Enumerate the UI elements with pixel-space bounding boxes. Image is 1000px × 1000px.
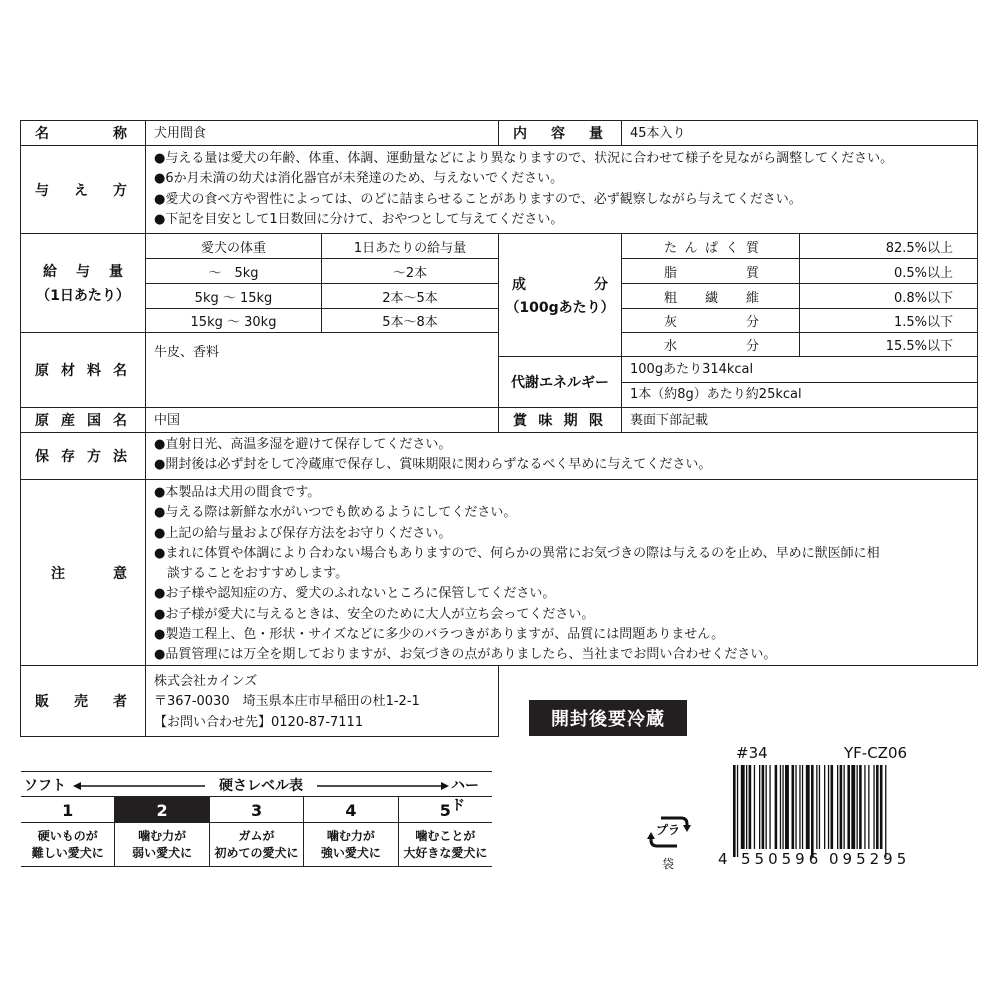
name-value: 犬用間食: [145, 120, 499, 146]
barcode-bar: [844, 765, 845, 849]
barcode-bar: [824, 765, 825, 849]
barcode-bar: [864, 765, 865, 849]
refrigerate-badge: 開封後要冷蔵: [529, 700, 687, 736]
seller-text: [145, 665, 499, 737]
hardness-header: [21, 771, 492, 814]
composition-name: [621, 283, 800, 309]
content-label: [498, 120, 622, 146]
seller-label-char: 販: [35, 694, 49, 710]
hardness-level-3: 3: [210, 797, 304, 823]
barcode-bar: [857, 765, 858, 849]
composition-value: 1.5%以下: [799, 308, 978, 333]
composition-name: [621, 258, 800, 284]
feeding-text: [145, 145, 978, 234]
barcode-bar: [799, 765, 800, 849]
feeding-line: ●与える量は愛犬の年齢、体重、体調、運動量などにより異なりますので、状況に合わせて様子を見ながら調整してください。: [154, 151, 894, 166]
hardness-desc: [399, 823, 492, 866]
storage-label-char: 法: [113, 449, 127, 465]
barcode-bar: [885, 765, 886, 857]
hardness-desc-line: 硬いものが: [37, 828, 98, 843]
origin-label: [20, 407, 146, 433]
barcode-bar: [840, 765, 843, 849]
ingredients-label-char: 原: [35, 363, 49, 379]
composition-name-char: 維: [745, 290, 759, 306]
storage-line: ●直射日光、高温多湿を避けて保存してください。: [154, 437, 452, 452]
caution-line: ●品質管理には万全を期しておりますが、お気づきの点がありましたら、当社までお問い合わせください。: [154, 647, 777, 663]
hardness-desc-line: 噛むことが: [415, 828, 476, 843]
barcode-bar: [831, 765, 834, 849]
composition-name-char: ぱ: [704, 240, 718, 256]
origin-label-char: 名: [113, 413, 127, 429]
hardness-desc-line: 初めての愛犬に: [214, 845, 299, 860]
amount-label-char: 量: [109, 264, 123, 280]
barcode-bar: [782, 765, 783, 849]
caution-line: ●お子様が愛犬に与えるときは、安全のために大人が立ち会ってください。: [154, 606, 595, 622]
composition-name-char: ん: [684, 240, 698, 256]
ingredients-label-char: 料: [87, 363, 101, 379]
barcode-bar: [873, 765, 874, 849]
origin-label-char: 原: [35, 413, 49, 429]
barcode-bar: [733, 765, 736, 857]
caution-line: ●製造工程上、色・形状・サイズなどに多少のバラつきがありますが、品質には問題ありません。: [154, 627, 725, 643]
barcode-bar: [737, 765, 738, 857]
storage-line: ●開封後は必ず封をして冷蔵庫で保存し、賞味期限に関わらずなるべく早めに与えてください。: [154, 457, 712, 473]
barcode-bar: [828, 765, 829, 849]
hardness-desc-line: 大好きな愛犬に: [403, 845, 488, 860]
hardness-descriptions: [21, 822, 492, 867]
composition-name-char: 脂: [664, 265, 678, 281]
composition-value: 82.5%以上: [799, 233, 978, 259]
storage-label-char: 保: [35, 449, 49, 465]
origin-label-char: 産: [61, 413, 75, 429]
item-code: #34: [736, 744, 768, 762]
composition-name: [621, 233, 800, 259]
storage-label-char: 存: [61, 449, 75, 465]
barcode-bar: [746, 765, 747, 849]
barcode-first-digit: 4: [718, 850, 729, 868]
content-label-char: 量: [589, 126, 603, 142]
expiry-value: 裏面下部記載: [621, 407, 978, 433]
feeding-label: [20, 145, 146, 234]
caution-line: ●お子様や認知症の方、愛犬のふれないところに保管してください。: [154, 586, 556, 602]
barcode-bar: [837, 765, 838, 849]
composition-label-char: 分: [594, 276, 608, 293]
seller-address: 〒367-0030 埼玉県本庄市早稲田の杜1-2-1: [154, 694, 420, 710]
caution-label-char: 意: [113, 565, 127, 582]
name-label: [20, 120, 146, 146]
arrow-right-icon: [317, 782, 449, 790]
storage-label: [20, 432, 146, 480]
caution-line: ●上記の給与量および保存方法をお守りください。: [154, 525, 452, 541]
amount-label-sub: （1日あたり）: [36, 288, 130, 304]
origin-value: 中国: [145, 407, 499, 433]
product-code: YF-CZ06: [844, 744, 908, 762]
composition-value: 15.5%以下: [799, 332, 978, 357]
seller-label-char: 売: [74, 694, 88, 710]
ingredients-value: 牛皮、香料: [145, 332, 499, 408]
amount-label: [20, 233, 146, 333]
seller-label: [20, 665, 146, 737]
ingredients-label: [20, 332, 146, 408]
barcode-bar: [769, 765, 770, 849]
barcode-icon: [733, 765, 923, 857]
composition-value: 0.5%以上: [799, 258, 978, 284]
amount-weight: 15kg ～ 30kg: [145, 308, 322, 333]
hardness-desc: [210, 823, 304, 866]
barcode-bar: [802, 765, 803, 849]
origin-label-char: 国: [87, 413, 101, 429]
composition-label: [498, 233, 622, 357]
arrow-left-icon: [73, 782, 205, 790]
caution-line: ●与える際は新鮮な水がいつでも飲めるようにしてください。: [154, 505, 517, 521]
recycle-material: 袋: [662, 857, 675, 871]
amount-header-qty: 1日あたりの給与量: [321, 233, 499, 259]
barcode-bar: [851, 765, 855, 849]
caution-line: ●まれに体質や体調により合わない場合もありますので、何らかの異常にお気づきの際は与えるのを止め、早めに獣医師に相: [154, 545, 880, 561]
composition-name-char: く: [725, 240, 739, 256]
barcode-bar: [811, 765, 814, 857]
content-label-char: 容: [551, 126, 565, 142]
amount-weight: ～ 5kg: [145, 258, 322, 284]
feeding-line: ●6か月未満の幼犬は消化器官が未発達のため、与えないでください。: [154, 171, 564, 187]
caution-label: [20, 479, 146, 666]
amount-weight: 5kg ～ 15kg: [145, 283, 322, 309]
recycle-mark-text: プラ: [656, 823, 681, 837]
hardness-level-5: 5: [439, 800, 451, 820]
barcode-bar: [766, 765, 767, 849]
composition-label-sub: （100gあたり）: [505, 299, 615, 316]
hardness-desc-line: 強い愛犬に: [320, 845, 381, 860]
hardness-desc: [115, 823, 209, 866]
composition-name-char: 水: [664, 339, 678, 354]
composition-value: 0.8%以下: [799, 283, 978, 309]
barcode-bar: [868, 765, 869, 849]
hardness-level-1: 1: [21, 797, 115, 823]
amount-qty: 2本～5本: [321, 283, 499, 309]
content-label-char: 内: [513, 126, 527, 142]
content-value: 45本入り: [621, 120, 978, 146]
feeding-label-char: え: [74, 182, 88, 199]
expiry-label-char: 賞: [513, 413, 527, 429]
name-label-char: 名: [35, 126, 49, 142]
barcode-bar: [880, 765, 883, 849]
composition-name-char: 分: [745, 339, 759, 354]
caution-line: 談することをおすすめします。: [154, 566, 349, 582]
composition-name: [621, 308, 800, 333]
ingredients-label-char: 材: [61, 363, 75, 379]
barcode-bar: [749, 765, 752, 849]
barcode-bar: [816, 765, 817, 849]
barcode-bar: [741, 765, 745, 849]
amount-label-char: 与: [76, 264, 90, 280]
barcode-bar: [795, 765, 796, 849]
composition-name-char: 粗: [664, 290, 678, 306]
hardness-desc-line: 噛む力が: [138, 828, 187, 843]
storage-label-char: 方: [87, 449, 101, 465]
hardness-level-4: 4: [304, 797, 398, 823]
composition-name-char: 質: [745, 240, 759, 256]
feeding-line: ●下記を目安として1日数回に分けて、おやつとして与えてください。: [154, 211, 564, 227]
hardness-desc-line: 難しい愛犬に: [31, 845, 104, 860]
amount-label-char: 給: [43, 264, 57, 280]
ingredients-label-char: 名: [113, 363, 127, 379]
expiry-label-char: 味: [538, 413, 553, 429]
caution-label-char: 注: [51, 565, 65, 582]
composition-name-char: 分: [745, 315, 759, 330]
name-label-char: 称: [113, 126, 127, 142]
composition-name-char: た: [664, 240, 678, 256]
energy-line: 1本（約8g）あたり約25kcal: [621, 382, 978, 408]
barcode-bar: [806, 765, 810, 849]
barcode-bar: [792, 765, 795, 849]
barcode-bar: [780, 765, 781, 849]
energy-label: 代謝エネルギー: [498, 356, 622, 408]
hardness-hard-label: ハード: [451, 778, 479, 814]
hardness-levels: [21, 797, 492, 823]
hardness-desc: [304, 823, 398, 866]
amount-qty: 5本～8本: [321, 308, 499, 333]
amount-qty: ～2本: [321, 258, 499, 284]
seller-contact: 【お問い合わせ先】0120-87-7111: [154, 714, 364, 730]
hardness-soft-label: ソフト: [24, 778, 66, 794]
composition-name: [621, 332, 800, 357]
expiry-label: [498, 407, 622, 433]
caution-line: ●本製品は犬用の間食です。: [154, 485, 321, 500]
hardness-desc-line: 噛む力が: [326, 828, 375, 843]
composition-label-char: 成: [512, 276, 526, 293]
amount-header-weight: 愛犬の体重: [145, 233, 322, 259]
seller-label-char: 者: [113, 694, 127, 710]
barcode-bar: [847, 765, 850, 849]
composition-name-char: 質: [745, 265, 759, 281]
feeding-label-char: 与: [35, 182, 49, 199]
barcode-bar: [759, 765, 760, 849]
caution-text: [145, 479, 978, 666]
hardness-desc-line: ガムが: [238, 828, 275, 843]
barcode-bar: [876, 765, 879, 849]
barcode-bar: [754, 765, 755, 849]
expiry-label-char: 限: [588, 413, 603, 429]
barcode-bar: [785, 765, 789, 849]
barcode-bar: [859, 765, 862, 849]
feeding-label-char: 方: [113, 182, 127, 199]
expiry-label-char: 期: [563, 413, 578, 429]
composition-name-char: 灰: [664, 315, 678, 330]
barcode-group-1: 550596: [741, 850, 823, 868]
barcode-bar: [775, 765, 778, 849]
hardness-level-2-selected: 2: [115, 797, 209, 823]
hardness-title: 硬さレベル表: [219, 778, 303, 794]
barcode-bar: [819, 765, 820, 849]
energy-line: 100gあたり314kcal: [621, 356, 978, 383]
composition-name-char: 繊: [704, 290, 718, 306]
hardness-desc-line: 弱い愛犬に: [132, 845, 193, 860]
storage-text: [145, 432, 978, 480]
seller-company: 株式会社カインズ: [154, 674, 258, 689]
feeding-line: ●愛犬の食べ方や習性によっては、のどに詰まらせることがありますので、必ず観察しながら与えてください。: [154, 191, 802, 207]
hardness-desc: [21, 823, 115, 866]
barcode-group-2: 095295: [829, 850, 911, 868]
barcode-bar: [762, 765, 765, 849]
